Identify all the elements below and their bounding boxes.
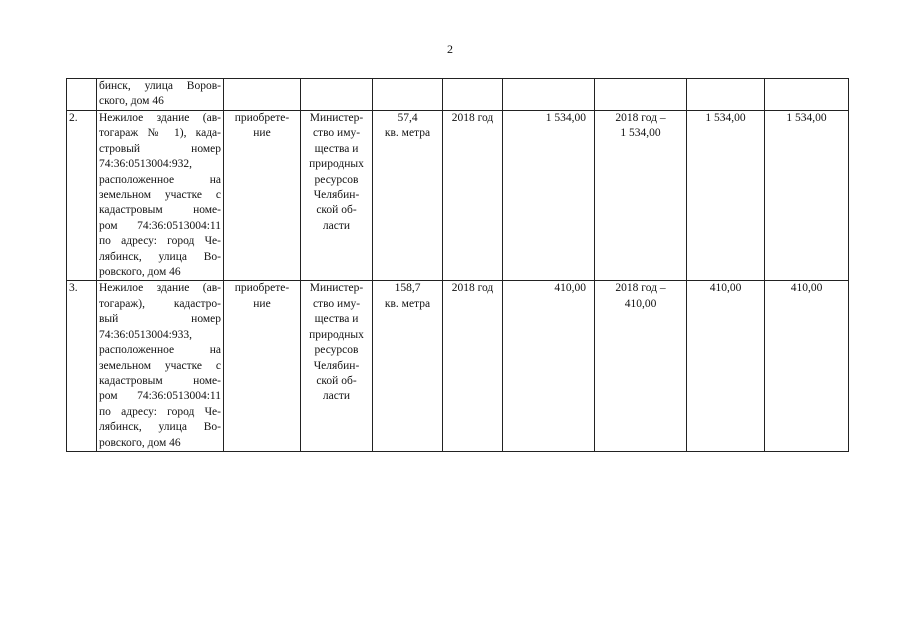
cell-line: расположенное на [99,344,221,357]
acquisition-type-cell [224,79,301,111]
cell-line: ской об- [316,374,357,387]
cell-line: Нежилое здание (ав- [99,112,221,124]
cell-line: 57,4 [397,112,418,124]
cell-line: вый номер [99,313,221,326]
period-cell [595,281,687,451]
table-row [67,111,849,281]
amount2-cell [765,79,849,111]
area-cell [373,111,443,281]
cell-line: ской об- [316,204,357,217]
cell-line: ром 74:36:0513004:11 [99,390,221,403]
cell-line: 410,00 [624,297,657,310]
cell-line: лябинск, улица Во- [99,421,221,434]
cell-line: Челябин- [313,189,360,202]
period-cell [595,111,687,281]
cell-line: земельном участке с [99,359,221,372]
property-table [66,78,849,452]
cell-line: щества и [314,313,359,326]
cell-line: ние [253,127,271,140]
cell-line: по адресу: город Че- [99,235,221,248]
row-number-cell [67,79,97,111]
amount1-cell [687,79,765,111]
cost-cell: 410,00 [503,281,595,451]
year-cell [443,79,503,111]
period-cell [595,79,687,111]
table-row [67,281,849,451]
cell-line: щества и [314,142,359,155]
cost-cell [503,79,595,111]
cell-line: тогараж № 1), када- [99,127,221,140]
acquisition-type-cell [224,111,301,281]
acquisition-type-cell [224,281,301,451]
cell-line: расположенное на [99,173,221,186]
cell-line: Челябин- [313,359,360,372]
cell-line: ресурсов [314,173,359,186]
area-cell [373,281,443,451]
amount2-cell: 1 534,00 [765,111,849,281]
cell-line: приобрете- [234,282,290,295]
cell-line: 158,7 [394,282,421,295]
ministry-cell [301,111,373,281]
cell-line: Министер- [309,282,364,295]
description-cell [97,79,224,111]
cell-line: кадастровым номе- [99,374,221,387]
amount2-cell: 410,00 [765,281,849,451]
row-number-cell: 3. [67,281,97,451]
cell-line: ровского, дом 46 [99,266,181,279]
cost-cell: 1 534,00 [503,111,595,281]
amount1-cell: 1 534,00 [687,111,765,281]
cell-line: природных [309,158,364,171]
cell-line: Министер- [309,112,364,124]
cell-line: земельном участке с [99,189,221,202]
cell-line: 74:36:0513004:932, [99,158,192,171]
cell-line: Нежилое здание (ав- [99,282,221,295]
table-row [67,79,849,111]
cell-line: ство иму- [312,127,361,140]
year-cell: 2018 год [443,111,503,281]
description-cell [97,111,224,281]
year-cell: 2018 год [443,281,503,451]
cell-line: ровского, дом 46 [99,436,181,449]
area-cell [373,79,443,111]
cell-line: природных [309,328,364,341]
amount1-cell: 410,00 [687,281,765,451]
cell-line: приобрете- [234,112,290,124]
cell-line: 2018 год – [615,112,666,124]
cell-line: лябинск, улица Во- [99,250,221,263]
cell-line: 74:36:0513004:933, [99,328,192,341]
cell-line: ресурсов [314,344,359,357]
row-number-cell: 2. [67,111,97,281]
cell-line: ние [253,297,271,310]
ministry-cell [301,281,373,451]
cell-line: по адресу: город Че- [99,405,221,418]
cell-line: тогараж), кадастро- [99,297,221,310]
cell-line: ского, дом 46 [99,95,164,108]
cell-line: 2018 год – [615,282,666,295]
cell-line: кв. метра [384,127,431,140]
cell-line: ласти [322,390,351,403]
cell-line: кадастровым номе- [99,204,221,217]
page-number: 2 [447,42,453,56]
cell-line: ром 74:36:0513004:11 [99,219,221,232]
cell-line: ство иму- [312,297,361,310]
ministry-cell [301,79,373,111]
description-cell [97,281,224,451]
cell-line: 1 534,00 [620,127,661,140]
cell-line: ласти [322,219,351,232]
cell-line: стровый номер [99,142,221,155]
cell-line: кв. метра [384,297,431,310]
cell-line: бинск, улица Воров- [99,80,221,92]
